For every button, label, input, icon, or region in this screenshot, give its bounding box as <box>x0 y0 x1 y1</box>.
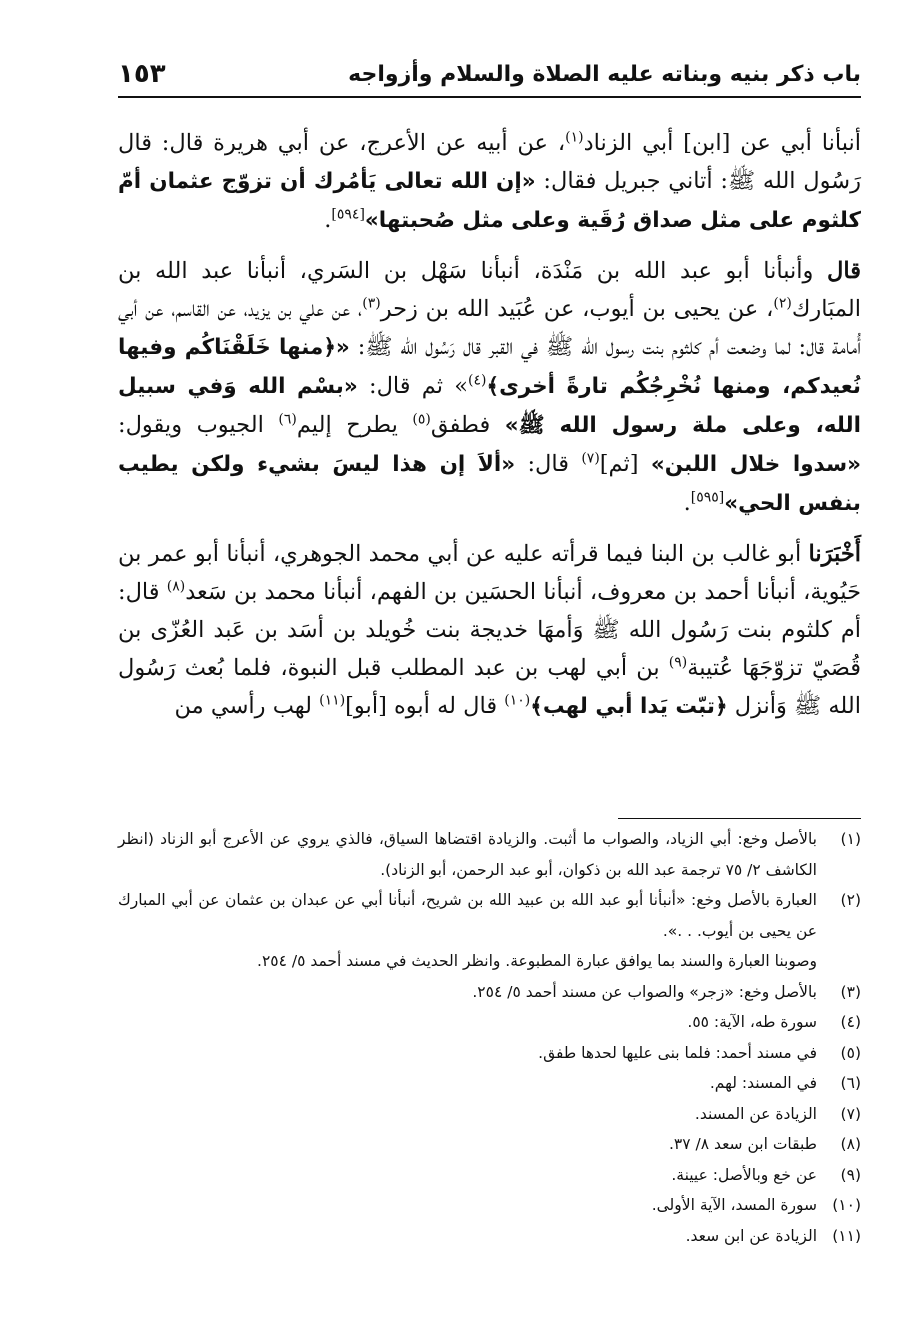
footnote-number: (٩) <box>840 1165 861 1184</box>
footnote-number: (٥) <box>840 1043 861 1062</box>
footnote-reference: (٢) <box>773 295 792 312</box>
text-segment: الجيوب ويقول: <box>118 412 279 438</box>
footnote-item <box>118 1221 861 1252</box>
text-segment: قال له أبوه [أبو] <box>345 693 505 719</box>
footnote-reference: (١١) <box>319 692 346 709</box>
footnote-number: (٢) <box>840 891 861 909</box>
footnote-item <box>118 824 861 885</box>
hadith-quote: ﴿تبّت يَدا أبي لهب﴾ <box>530 694 728 719</box>
footnote-text: الزيادة عن ابن سعد. <box>685 1226 817 1245</box>
footnote-text: عن خع وبالأصل: عيينة. <box>671 1165 817 1184</box>
text-segment: قال: <box>515 451 582 477</box>
footnote-item <box>118 1007 861 1038</box>
footnote-text: بالأصل وخع: «زجر» والصواب عن مسند أحمد ٥/ ٢٥٤. <box>472 982 817 1001</box>
text-segment: . <box>324 207 332 233</box>
running-head: باب ذكر بنيه وبناته عليه الصلاة والسلام وأزواجه <box>348 61 861 87</box>
footnote-number: (١٠) <box>832 1196 861 1214</box>
hadith-quote: «إن الله تعالى يَأمُرك أن تزوّج عثمان أمّ كلثوم على مثل صداق رُقَية وعلى مثل صُحبتها» <box>118 169 861 233</box>
paragraph <box>118 535 861 726</box>
footnote-item <box>118 1068 861 1099</box>
page-number: ١٥٣ <box>118 59 166 89</box>
footnote-reference: (٩) <box>668 654 688 671</box>
footnote-item <box>118 977 861 1008</box>
text-segment: ، عن علي بن يزيد، عن القاسم، عن أبي أُمامة قال: لما وضعت أم كلثوم بنت رسول الله ﷺ في القبر قال رَسُول الله ﷺ: <box>118 296 861 360</box>
footnote-reference: (٨) <box>166 578 186 595</box>
hadith-quote: «سدوا خلال اللبن» <box>650 452 862 477</box>
text-segment: وأنبأنا أبو عبد الله بن مَنْدَة، أنبأنا سَهْل بن السَري، أنبأنا عبد الله بن المبَارك <box>118 258 861 322</box>
footnote-item <box>118 1129 861 1160</box>
footnote-text: في مسند أحمد: فلما بنى عليها لحدها طفق. <box>538 1043 817 1062</box>
footnote-text: في المسند: لهم. <box>709 1074 817 1092</box>
footnote-item <box>118 885 861 946</box>
footnote-separator <box>618 818 861 819</box>
footnote-number <box>817 946 861 977</box>
hadith-quote: «﴿منها خَلَقْنَاكُم وفيها نُعيدكم، ومنها نُخْرِجُكُم تارةً أخرى﴾ <box>118 335 862 399</box>
text-segment: » ثم قال: <box>357 373 469 399</box>
footnote-reference: [٥٩٤] <box>331 206 365 223</box>
text-segment: فطفق <box>430 412 505 438</box>
hadith-quote: «بسْم الله وَفي سبيل الله، وعلى ملة رسول الله ﷺ» <box>118 374 861 438</box>
page-header <box>118 52 861 98</box>
text-segment: ، عن يحيى بن أيوب، عن عُبَيد الله بن زحر <box>380 296 774 322</box>
footnote-reference: (٤) <box>468 372 487 389</box>
footnote-item <box>118 1190 861 1221</box>
text-segment: [ثم] <box>599 451 651 477</box>
footnote-text: وصوبنا العبارة والسند بما يوافق عبارة المطبوعة. وانظر الحديث في مسند أحمد ٥/ ٢٥٤. <box>257 952 817 970</box>
paragraph-lead-word: قال <box>827 258 861 284</box>
footnote-text: سورة طه، الآية: ٥٥. <box>687 1013 817 1031</box>
footnote-number: (٤) <box>840 1013 861 1031</box>
text-segment: قال: أم كلثوم بنت رَسُول الله ﷺ وَأمهَا خديجة بنت خُويلد بن أسَد بن عَبد العُزّى بن قُصَيّ تزوّجَهَا عُتيبة <box>118 579 861 681</box>
footnote-number: (٣) <box>840 982 861 1001</box>
footnote-item <box>118 946 861 977</box>
paragraph <box>118 252 861 523</box>
text-segment: ، عن أبيه عن الأعرج، عن أبي هريرة قال: قال رَسُول الله ﷺ: أتاني جبريل فقال: <box>118 130 861 194</box>
footnote-item <box>118 1160 861 1191</box>
footnote-reference: (٧) <box>581 450 600 467</box>
footnote-text: الزيادة عن المسند. <box>694 1104 817 1123</box>
paragraph <box>118 124 861 240</box>
text-segment: أنبأنا أبي عن [ابن] أبي الزناد <box>583 130 861 156</box>
footnote-item <box>118 1038 861 1069</box>
footnote-number: (٨) <box>840 1135 861 1153</box>
main-text <box>118 124 861 726</box>
footnote-item <box>118 1099 861 1130</box>
text-segment: أبو غالب بن البنا فيما قرأته عليه عن أبي محمد الجوهري، أنبأنا أبو عمر بن حَيُوية، أنبأنا أحمد بن معروف، أنبأنا الحسَين بن الفهم، أنبأنا محمد بن سَعد <box>118 541 861 605</box>
text-segment: . <box>683 490 691 516</box>
footnote-number: (١) <box>840 830 861 848</box>
footnotes <box>118 824 861 1251</box>
hadith-quote: «ألاَ إن هذا ليسَ بشيء ولكن يطيب بنفس الحي» <box>118 452 861 516</box>
footnote-reference: (٦) <box>278 411 297 428</box>
footnote-number: (٧) <box>840 1104 861 1123</box>
footnote-text: طبقات ابن سعد ٨/ ٣٧. <box>668 1135 817 1153</box>
footnote-reference: (٥) <box>412 411 431 428</box>
footnote-number: (٦) <box>840 1074 861 1092</box>
footnote-reference: (١) <box>565 129 584 146</box>
text-segment: يطرح إليم <box>296 412 413 438</box>
footnote-reference: (١٠) <box>504 692 531 709</box>
text-segment: بن أبي لهب بن عبد المطلب قبل النبوة، فلما بُعث رَسُول الله ﷺ وَأنزل <box>118 655 861 719</box>
footnote-text: العبارة بالأصل وخع: «أنبأنا أبو عبد الله بن عبيد الله بن شريح، أنبأنا أبي عن عبدان بن عثمان عن أبي المبارك عن يحيى بن أيوب. . .». <box>118 891 817 940</box>
footnote-reference: (٣) <box>362 295 381 312</box>
text-segment: لهب رأسي من <box>174 693 320 719</box>
footnote-text: بالأصل وخع: أبي الزياد، والصواب ما أثبت. والزيادة اقتضاها السياق، فالذي يروي عن الأعرج أبو الزناد (انظر الكاشف ٢/ ٧٥ ترجمة عبد الله بن ذكوان، أبو عبد الرحمن، أبو الزناد). <box>118 830 817 879</box>
footnote-number: (١١) <box>832 1226 861 1245</box>
paragraph-lead-word: أَخْبَرَنا <box>808 541 861 567</box>
footnote-text: سورة المسد، الآية الأولى. <box>651 1196 817 1214</box>
footnote-reference: [٥٩٥] <box>690 489 725 506</box>
